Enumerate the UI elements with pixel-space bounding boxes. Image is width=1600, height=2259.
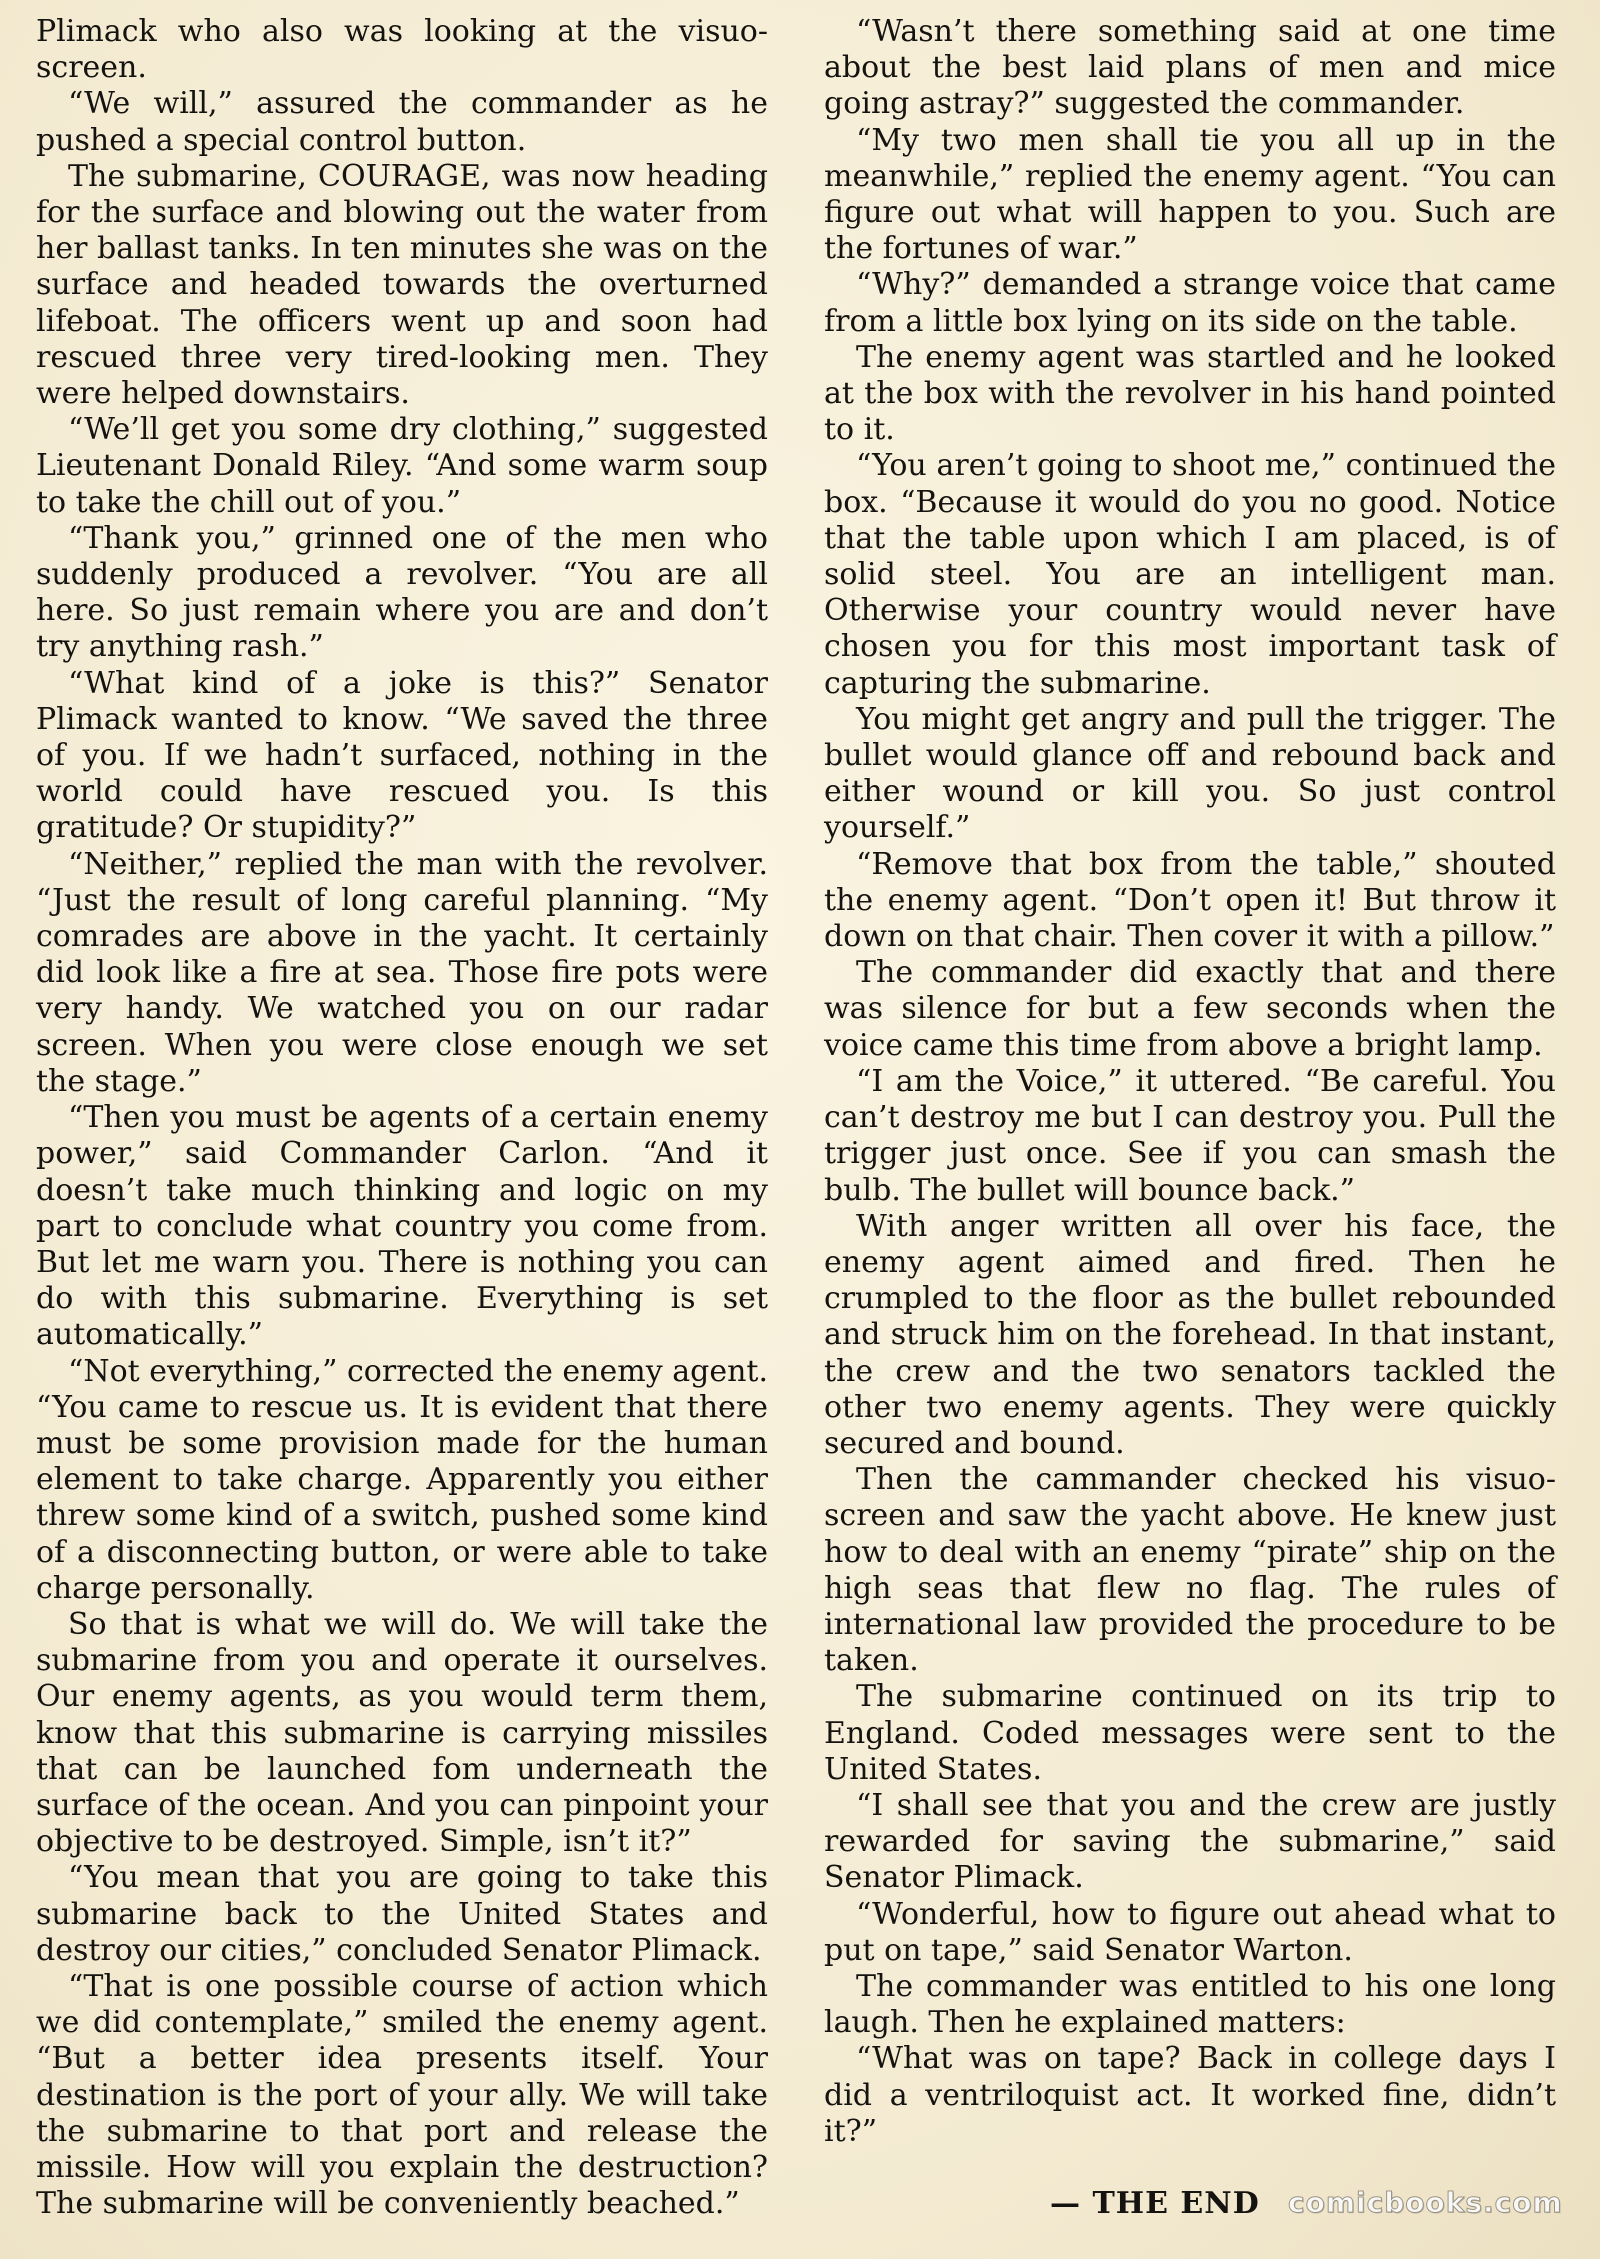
site-watermark: comicbooks.com	[1288, 2186, 1563, 2219]
paragraph: “Wonderful, how to figure out ahead what to put on tape,” said Senator Warton.	[824, 1896, 1556, 1968]
paragraph: “My two men shall tie you all up in the meanwhile,” replied the enemy agent. “You can figure out what will happen to you. Such are the fortunes of war.”	[824, 122, 1556, 267]
paragraph: The commander was entitled to his one long laugh. Then he explained matters:	[824, 1968, 1556, 2041]
left-text-column	[36, 14, 768, 2222]
paragraph: “We’ll get you some dry clothing,” suggested Lieutenant Donald Riley. “And some warm soup to take the chill out of you.”	[36, 412, 768, 520]
paragraph: The commander did exactly that and there was silence for but a few seconds when the voice came this time from above a bright lamp.	[824, 955, 1556, 1063]
paragraph: “You mean that you are going to take this submarine back to the United States and destroy our cities,” concluded Senator Plimack.	[36, 1860, 768, 1968]
paragraph: “I shall see that you and the crew are justly rewarded for saving the submarine,” said Senator Plimack.	[824, 1787, 1556, 1896]
paragraph: “Wasn’t there something said at one time about the best laid plans of men and mice going astray?” suggested the commander.	[824, 14, 1556, 122]
paragraph: So that is what we will do. We will take the submarine from you and operate it ourselves. Our enemy agents, as you would term them, know that this submarine is carrying missiles that can be launched fom underneath the surface of the ocean. And you can pinpoint your objective to be destroyed. Simple, isn’t it?”	[36, 1606, 768, 1860]
paragraph: “You aren’t going to shoot me,” continued the box. “Because it would do you no good. Notice that the table upon which I am placed, is of solid steel. You are an intelligent man. Otherwise your country would never have chosen you for this most important task of capturing the submarine.	[824, 448, 1556, 701]
right-text-column	[824, 14, 1556, 2150]
paragraph: “We will,” assured the commander as he pushed a special control button.	[36, 86, 768, 158]
paragraph: The submarine continued on its trip to England. Coded messages were sent to the United States.	[824, 1679, 1556, 1787]
paragraph: “Thank you,” grinned one of the men who suddenly produced a revolver. “You are all here. So just remain where you are and don’t try anything rash.”	[36, 520, 768, 665]
paragraph: “Neither,” replied the man with the revolver. “Just the result of long careful planning. “My comrades are above in the yacht. It certainly did look like a fire at sea. Those fire pots were very handy. We watched you on our radar screen. When you were close enough we set the stage.”	[36, 846, 768, 1099]
paragraph: “I am the Voice,” it uttered. “Be careful. You can’t destroy me but I can destroy you. Pull the trigger just once. See if you can smash the bulb. The bullet will bounce back.”	[824, 1063, 1556, 1208]
paragraph: “What kind of a joke is this?” Senator Plimack wanted to know. “We saved the three of you. If we hadn’t surfaced, nothing in the world could have rescued you. Is this gratitude? Or stupidity?”	[36, 665, 768, 846]
the-end-label: — THE END	[1050, 2186, 1260, 2221]
paragraph: The submarine, COURAGE, was now heading for the surface and blowing out the water from her ballast tanks. In ten minutes she was on the surface and headed towards the overturned lifeboat. The officers went up and soon had rescued three very tired-looking men. They were helped downstairs.	[36, 158, 768, 412]
paragraph: “Remove that box from the table,” shouted the enemy agent. “Don’t open it! But throw it down on that chair. Then cover it with a pillow.”	[824, 846, 1556, 955]
paragraph: With anger written all over his face, the enemy agent aimed and fired. Then he crumpled to the floor as the bullet rebounded and struck him on the forehead. In that instant, the crew and the two senators tackled the other two enemy agents. They were quickly secured and bound.	[824, 1208, 1556, 1461]
paragraph: “What was on tape? Back in college days I did a ventriloquist act. It worked fine, didn’t it?”	[824, 2041, 1556, 2149]
paragraph: Then the cammander checked his visuo-screen and saw the yacht above. He knew just how to deal with an enemy “pirate” ship on the high seas that flew no flag. The rules of international law provided the procedure to be taken.	[824, 1462, 1556, 1679]
paragraph: “Then you must be agents of a certain enemy power,” said Commander Carlon. “And it doesn’t take much thinking and logic on my part to conclude what country you come from. But let me warn you. There is nothing you can do with this submarine. Everything is set automatically.”	[36, 1100, 768, 1353]
paragraph: The enemy agent was startled and he looked at the box with the revolver in his hand pointed to it.	[824, 339, 1556, 448]
paragraph: “Not everything,” corrected the enemy agent. “You came to rescue us. It is evident that there must be some provision made for the human element to take charge. Apparently you either threw some kind of a switch, pushed some kind of a disconnecting button, or were able to take charge personally.	[36, 1353, 768, 1606]
paragraph: “Why?” demanded a strange voice that came from a little box lying on its side on the table.	[824, 267, 1556, 339]
paragraph: “That is one possible course of action which we did contemplate,” smiled the enemy agent. “But a better idea presents itself. Your destination is the port of your ally. We will take the submarine to that port and release the missile. How will you explain the destruction? The submarine will be conveniently beached.”	[36, 1968, 768, 2222]
paragraph: Plimack who also was looking at the visuo-screen.	[36, 14, 768, 86]
paragraph: You might get angry and pull the trigger. The bullet would glance off and rebound back and either wound or kill you. So just control yourself.”	[824, 701, 1556, 846]
